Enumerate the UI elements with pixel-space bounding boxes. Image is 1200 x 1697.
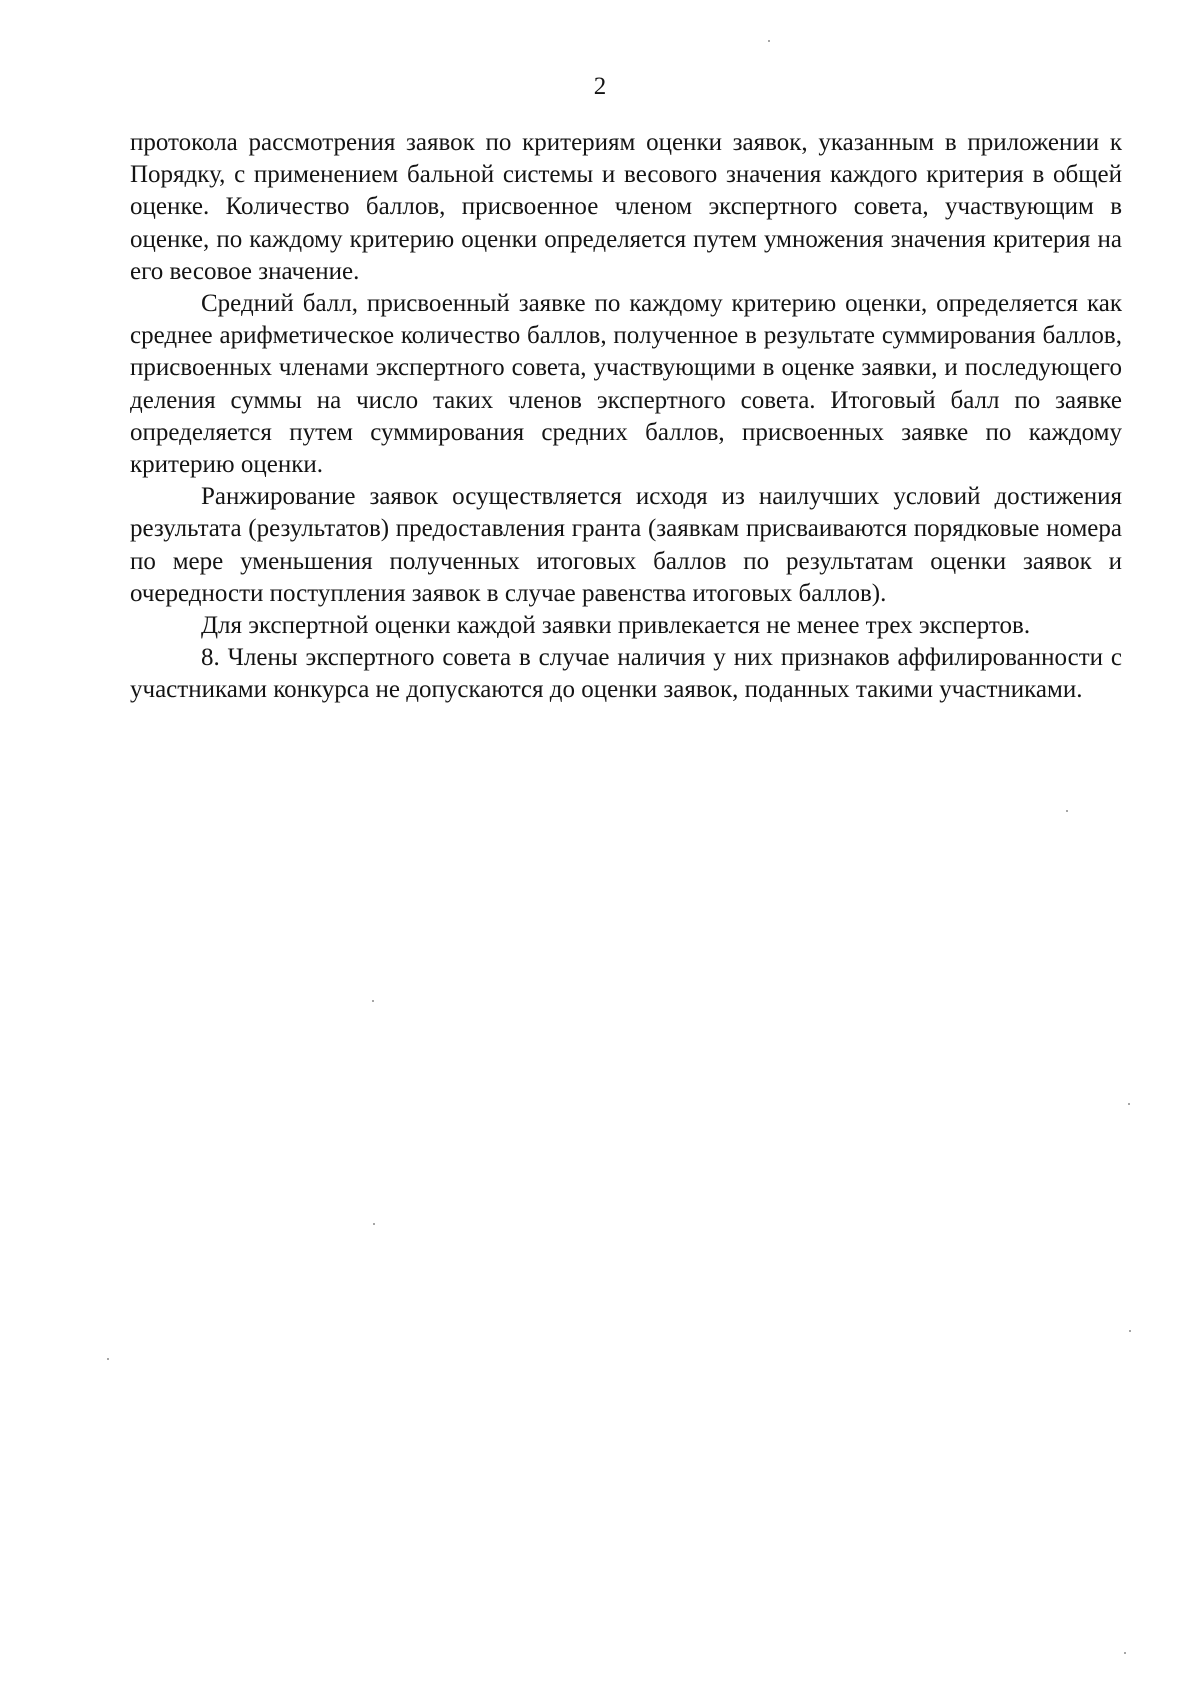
scan-speck xyxy=(768,40,770,42)
scan-speck xyxy=(373,1223,375,1225)
paragraph-average-score: Средний балл, присвоенный заявке по каждому критерию оценки, определяется как среднее арифметическое количество баллов, полученное в результате суммирования баллов, присвоенных членами экспертного совета, участвующими в оценке заявки, и последующего деления суммы на число таких членов экспертного совета. Итоговый балл по заявке определяется путем суммирования средних баллов, присвоенных заявке по каждому критерию оценки. xyxy=(130,290,1122,479)
scan-speck xyxy=(1129,1330,1131,1332)
paragraph-ranking: Ранжирование заявок осуществляется исходя из наилучших условий достижения результата (результатов) предоставления гранта (заявкам присваиваются порядковые номера по мере уменьшения полученных итоговых баллов по результатам оценки заявок и очередности поступления заявок в случае равенства итоговых баллов). xyxy=(130,483,1122,607)
document-body xyxy=(130,127,1122,707)
paragraph-affiliation: 8. Члены экспертного совета в случае наличия у них признаков аффилированности с участниками конкурса не допускаются до оценки заявок, поданных такими участниками. xyxy=(130,644,1122,704)
page-number: 2 xyxy=(593,73,607,100)
scan-speck xyxy=(1124,1652,1126,1654)
paragraph-expert-count: Для экспертной оценки каждой заявки привлекается не менее трех экспертов. xyxy=(201,612,1031,640)
scan-speck xyxy=(1128,1103,1130,1105)
paragraph-protocol-continuation: протокола рассмотрения заявок по критериям оценки заявок, указанным в приложении к Порядку, с применением бальной системы и весового значения каждого критерия в общей оценке. Количество баллов, присвоенное членом экспертного совета, участвующим в оценке, по каждому критерию оценки определяется путем умножения значения критерия на его весовое значение. xyxy=(130,129,1122,285)
scan-speck xyxy=(107,1358,109,1360)
scan-speck xyxy=(372,1000,374,1002)
scan-speck xyxy=(1066,810,1068,812)
